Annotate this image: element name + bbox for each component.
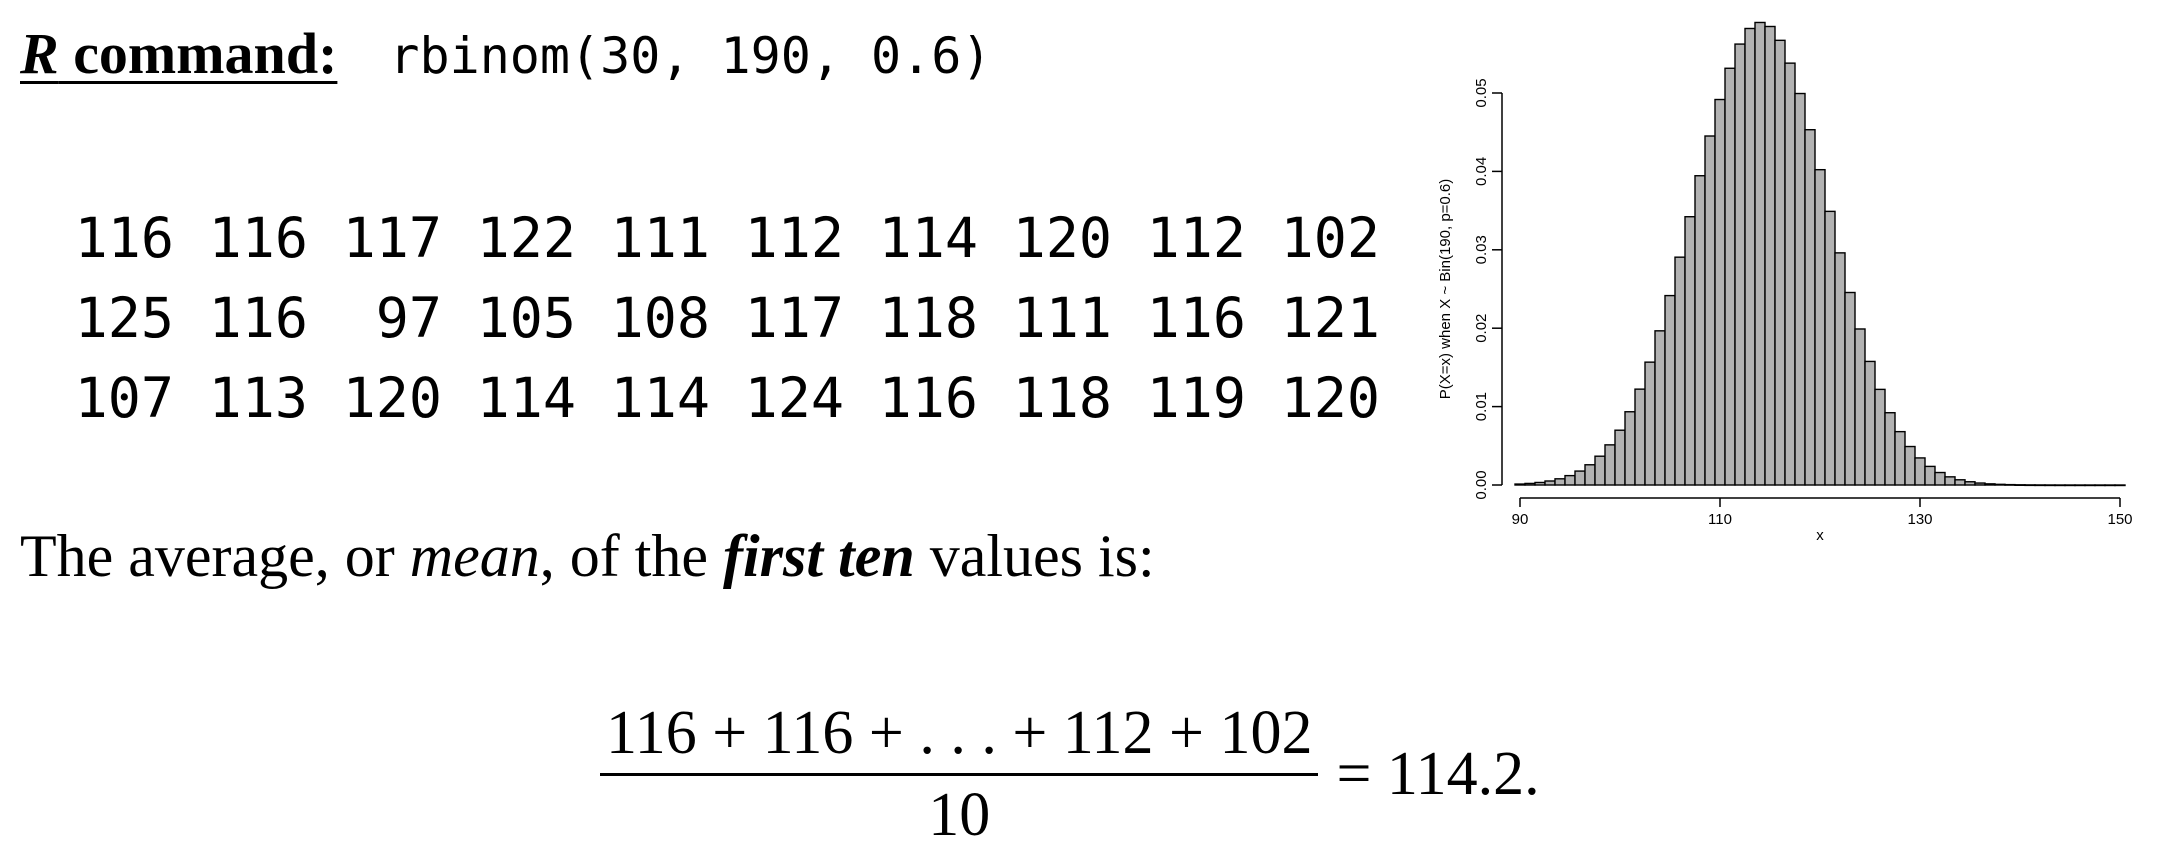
y-tick-label: 0.03 xyxy=(1473,235,1490,265)
pmf-bar xyxy=(1735,44,1745,485)
pmf-bar xyxy=(1605,445,1615,485)
value-cell: 112 xyxy=(1146,206,1246,270)
pmf-bar xyxy=(1925,466,1935,485)
value-cell: 118 xyxy=(1012,366,1112,430)
pmf-bar xyxy=(1835,253,1845,485)
pmf-bar xyxy=(1625,412,1635,485)
value-cell: 102 xyxy=(1280,206,1380,270)
sample-values-table xyxy=(40,198,1380,438)
y-axis-label: P(X=x) when X ~ Bin(190, p=0.6) xyxy=(1437,178,1454,400)
value-cell: 120 xyxy=(1280,366,1380,430)
value-cell: 111 xyxy=(610,206,710,270)
pmf-bar xyxy=(1865,361,1875,485)
y-tick-label: 0.04 xyxy=(1473,156,1490,187)
r-letter: R xyxy=(20,21,59,86)
value-cell: 116 xyxy=(74,206,174,270)
mean-fraction xyxy=(600,698,1318,851)
value-cell: 122 xyxy=(476,206,576,270)
value-cell: 114 xyxy=(878,206,978,270)
pmf-bar xyxy=(1755,22,1765,485)
y-tick-label: 0.02 xyxy=(1473,313,1490,343)
chart-svg xyxy=(1430,20,2150,560)
pmf-bar xyxy=(1525,483,1535,485)
y-tick-label: 0.01 xyxy=(1473,391,1490,422)
mean-word: mean xyxy=(409,523,540,589)
pmf-bar xyxy=(2095,485,2105,486)
mean-equation xyxy=(600,698,1540,851)
pmf-bar xyxy=(1675,257,1685,485)
value-cell: 116 xyxy=(878,366,978,430)
value-cell: 116 xyxy=(208,206,308,270)
y-axis-ticks xyxy=(1473,78,1502,499)
pmf-bar xyxy=(1745,28,1755,485)
value-cell: 124 xyxy=(744,366,844,430)
x-tick-label: 130 xyxy=(1907,511,1933,528)
value-cell: 105 xyxy=(476,286,576,350)
value-cell: 113 xyxy=(208,366,308,430)
sentence-part-1: The average, or xyxy=(20,523,410,589)
pmf-bar xyxy=(1915,458,1925,485)
pmf-bar xyxy=(1695,176,1705,485)
sentence-part-3: values is: xyxy=(914,523,1155,589)
pmf-bar xyxy=(1795,94,1805,485)
pmf-bar xyxy=(1955,480,1965,485)
pmf-bar xyxy=(2045,485,2055,486)
pmf-bar xyxy=(2105,485,2115,486)
pmf-bar xyxy=(1545,481,1555,485)
pmf-bar xyxy=(2065,485,2075,486)
pmf-bar xyxy=(1855,329,1865,485)
pmf-bar xyxy=(1515,484,1525,485)
pmf-bar xyxy=(1615,430,1625,485)
pmf-bar xyxy=(1815,170,1825,485)
pmf-bar xyxy=(1985,484,1995,485)
pmf-bar xyxy=(1805,130,1815,485)
pmf-bar xyxy=(2025,485,2035,486)
value-cell: 107 xyxy=(74,366,174,430)
pmf-bar xyxy=(1935,473,1945,485)
pmf-bar xyxy=(1685,217,1695,485)
pmf-bar xyxy=(1875,389,1885,485)
pmf-bar xyxy=(1825,211,1835,485)
value-cell: 119 xyxy=(1146,366,1246,430)
value-cell: 108 xyxy=(610,286,710,350)
pmf-bar xyxy=(1965,482,1975,485)
command-word: command: xyxy=(58,21,338,86)
pmf-bar xyxy=(1555,479,1565,485)
pmf-bar xyxy=(1845,293,1855,486)
pmf-bar xyxy=(1585,465,1595,485)
pmf-bar xyxy=(1665,296,1675,485)
pmf-bar xyxy=(1765,26,1775,485)
pmf-bar xyxy=(1905,447,1915,485)
value-cell: 121 xyxy=(1280,286,1380,350)
pmf-bar xyxy=(2115,485,2125,486)
x-axis-ticks xyxy=(1512,498,2133,528)
x-axis-label: x xyxy=(1816,527,1824,544)
value-cell: 116 xyxy=(208,286,308,350)
pmf-bar xyxy=(2075,485,2085,486)
value-cell: 111 xyxy=(1012,286,1112,350)
value-cell: 116 xyxy=(1146,286,1246,350)
sentence-part-2: , of the xyxy=(539,523,724,589)
x-tick-label: 110 xyxy=(1708,511,1732,528)
pmf-bar xyxy=(1655,331,1665,485)
value-cell: 114 xyxy=(610,366,710,430)
value-cell: 120 xyxy=(1012,206,1112,270)
mean-result: = 114.2. xyxy=(1336,740,1540,808)
pmf-bar xyxy=(1645,362,1655,485)
fraction-denominator: 10 xyxy=(928,781,991,849)
pmf-bar xyxy=(2055,485,2065,486)
pmf-bar xyxy=(2015,485,2025,486)
first-ten-emphasis: first ten xyxy=(723,523,915,589)
pmf-bar xyxy=(2005,485,2015,486)
pmf-bar xyxy=(1635,389,1645,485)
pmf-bar xyxy=(1975,483,1985,485)
pmf-bar xyxy=(1715,100,1725,485)
r-command-code: rbinom(30, 190, 0.6) xyxy=(389,27,992,85)
r-command-label xyxy=(20,21,337,86)
pmf-bar xyxy=(1535,482,1545,485)
r-command-line xyxy=(20,20,991,100)
value-cell: 118 xyxy=(878,286,978,350)
pmf-bar xyxy=(1785,63,1795,485)
values-row xyxy=(40,358,1380,438)
fraction-numerator: 116 + 116 + . . . + 112 + 102 xyxy=(600,698,1318,776)
x-tick-label: 150 xyxy=(2107,511,2133,528)
pmf-bar xyxy=(1705,136,1715,485)
mean-sentence xyxy=(20,522,1155,591)
values-row xyxy=(40,198,1380,278)
y-tick-label: 0.05 xyxy=(1473,78,1490,108)
x-tick-label: 90 xyxy=(1511,511,1529,528)
value-cell: 112 xyxy=(744,206,844,270)
pmf-bar xyxy=(1565,476,1575,485)
pmf-bar xyxy=(2085,485,2095,486)
value-cell: 117 xyxy=(744,286,844,350)
value-cell: 125 xyxy=(74,286,174,350)
pmf-bar xyxy=(1945,477,1955,485)
pmf-bar xyxy=(1895,432,1905,485)
value-cell: 117 xyxy=(342,206,442,270)
value-cell: 114 xyxy=(476,366,576,430)
binomial-pmf-chart xyxy=(1430,20,2150,565)
values-row xyxy=(40,278,1380,358)
chart-bars xyxy=(1515,22,2125,485)
pmf-bar xyxy=(1995,484,2005,485)
pmf-bar xyxy=(1595,456,1605,485)
value-cell: 120 xyxy=(342,366,442,430)
pmf-bar xyxy=(1725,68,1735,485)
pmf-bar xyxy=(1775,40,1785,485)
pmf-bar xyxy=(1885,413,1895,485)
y-tick-label: 0.00 xyxy=(1473,470,1490,500)
value-cell: 97 xyxy=(375,286,442,350)
pmf-bar xyxy=(1575,471,1585,485)
pmf-bar xyxy=(2035,485,2045,486)
